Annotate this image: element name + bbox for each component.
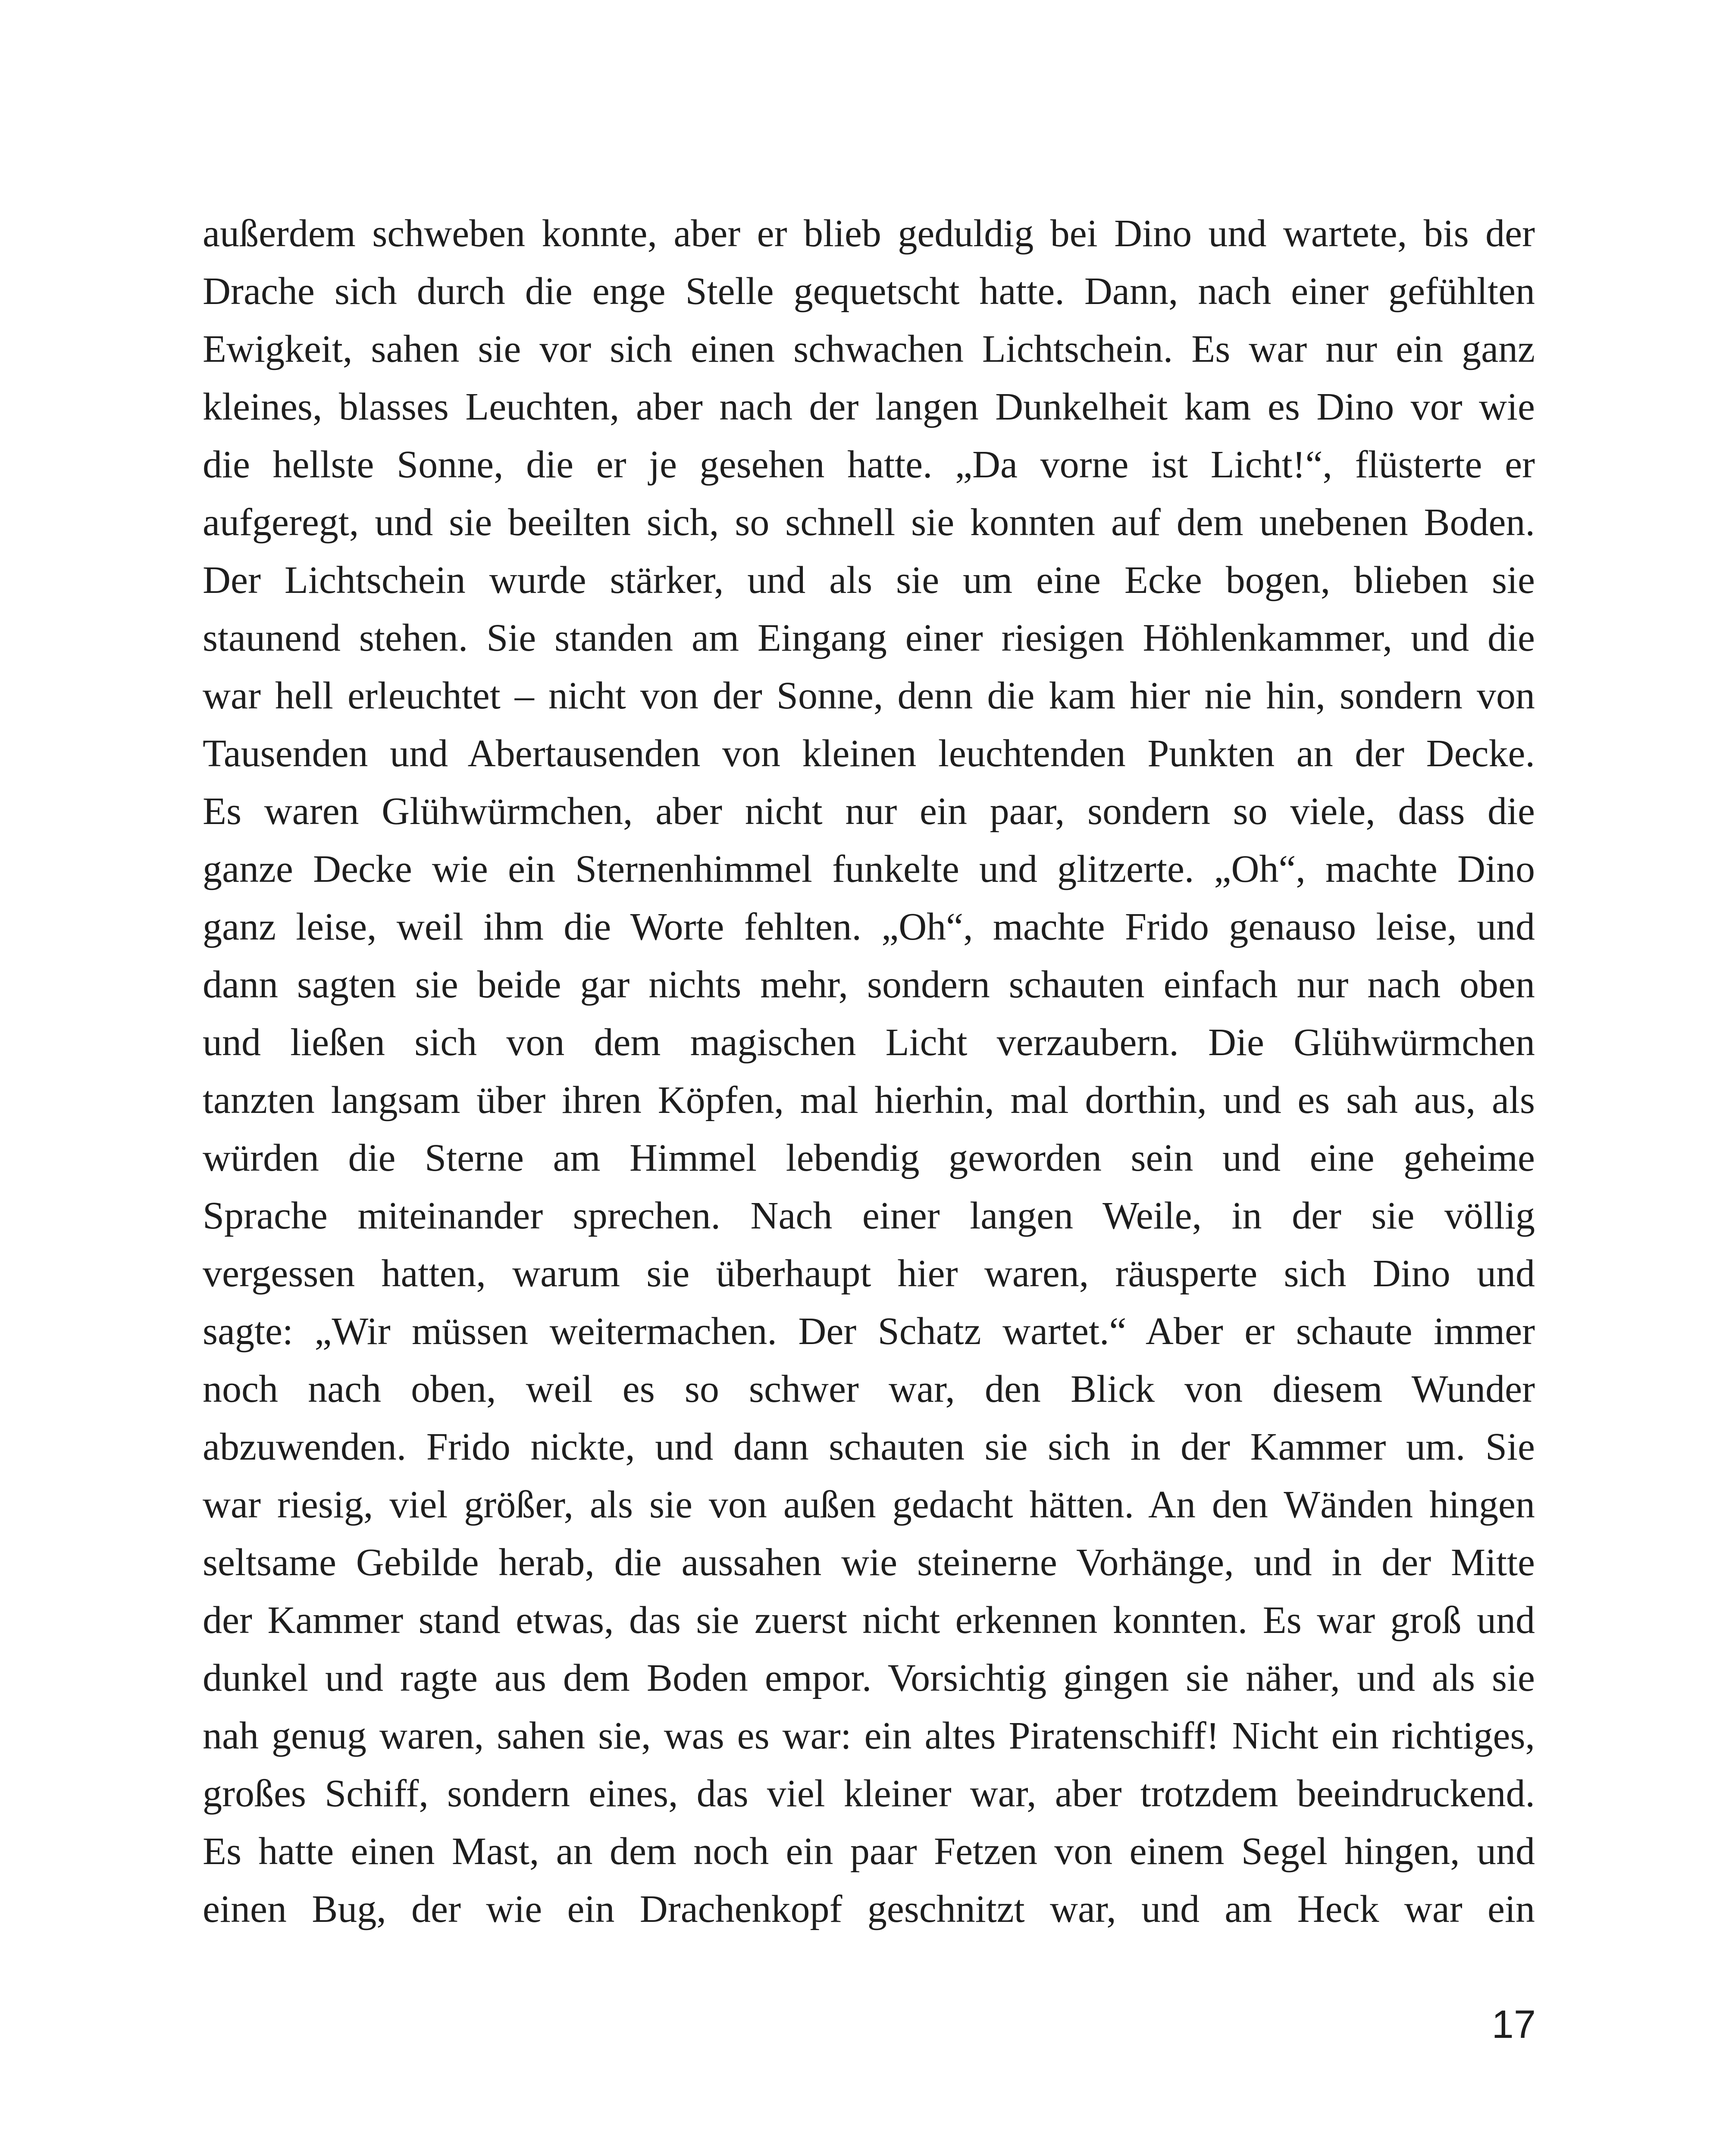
body-text	[203, 205, 1535, 1938]
text-line: war hell erleuchtet – nicht von der Sonne, denn die kam hier nie hin, sondern von	[203, 674, 1535, 717]
text-line: war riesig, viel größer, als sie von außen gedacht hätten. An den Wänden hingen	[203, 1483, 1535, 1526]
text-line: die hellste Sonne, die er je gesehen hatte. „Da vorne ist Licht!“, flüsterte er	[203, 443, 1535, 486]
text-line: einen Bug, der wie ein Drachenkopf geschnitzt war, und am Heck war ein	[203, 1888, 1535, 1930]
text-line: und ließen sich von dem magischen Licht verzaubern. Die Glühwürmchen	[203, 1021, 1535, 1064]
text-line: Tausenden und Abertausenden von kleinen leuchtenden Punkten an der Decke.	[203, 732, 1535, 775]
text-line: Es waren Glühwürmchen, aber nicht nur ein paar, sondern so viele, dass die	[203, 790, 1535, 833]
text-line: großes Schiff, sondern eines, das viel kleiner war, aber trotzdem beeindruckend.	[203, 1772, 1535, 1815]
text-line: Der Lichtschein wurde stärker, und als sie um eine Ecke bogen, blieben sie	[203, 559, 1535, 602]
text-line: aufgeregt, und sie beeilten sich, so schnell sie konnten auf dem unebenen Boden.	[203, 501, 1535, 544]
text-line: dunkel und ragte aus dem Boden empor. Vorsichtig gingen sie näher, und als sie	[203, 1657, 1535, 1699]
text-line: ganz leise, weil ihm die Worte fehlten. „Oh“, machte Frido genauso leise, und	[203, 906, 1535, 948]
text-line: Sprache miteinander sprechen. Nach einer langen Weile, in der sie völlig	[203, 1194, 1535, 1237]
text-line: sagte: „Wir müssen weitermachen. Der Schatz wartet.“ Aber er schaute immer	[203, 1310, 1535, 1353]
text-line: kleines, blasses Leuchten, aber nach der langen Dunkelheit kam es Dino vor wie	[203, 385, 1535, 428]
text-line: Es hatte einen Mast, an dem noch ein paar Fetzen von einem Segel hingen, und	[203, 1830, 1535, 1873]
text-line: vergessen hatten, warum sie überhaupt hier waren, räusperte sich Dino und	[203, 1252, 1535, 1295]
text-line: nah genug waren, sahen sie, was es war: ein altes Piratenschiff! Nicht ein richtiges,	[203, 1714, 1535, 1757]
text-line: dann sagten sie beide gar nichts mehr, sondern schauten einfach nur nach oben	[203, 963, 1535, 1006]
text-line: Drache sich durch die enge Stelle gequetscht hatte. Dann, nach einer gefühlten	[203, 270, 1535, 313]
text-line: ganze Decke wie ein Sternenhimmel funkelte und glitzerte. „Oh“, machte Dino	[203, 848, 1535, 890]
text-line: Ewigkeit, sahen sie vor sich einen schwachen Lichtschein. Es war nur ein ganz	[203, 328, 1535, 370]
text-line: noch nach oben, weil es so schwer war, den Blick von diesem Wunder	[203, 1368, 1535, 1410]
text-line: seltsame Gebilde herab, die aussahen wie steinerne Vorhänge, und in der Mitte	[203, 1541, 1535, 1584]
text-line: würden die Sterne am Himmel lebendig geworden sein und eine geheime	[203, 1137, 1535, 1179]
page-number: 17	[1491, 2002, 1536, 2046]
text-line: abzuwenden. Frido nickte, und dann schauten sie sich in der Kammer um. Sie	[203, 1426, 1535, 1468]
text-line: staunend stehen. Sie standen am Eingang einer riesigen Höhlenkammer, und die	[203, 617, 1535, 659]
text-line: der Kammer stand etwas, das sie zuerst nicht erkennen konnten. Es war groß und	[203, 1599, 1535, 1642]
text-line: tanzten langsam über ihren Köpfen, mal hierhin, mal dorthin, und es sah aus, als	[203, 1079, 1535, 1122]
text-line: außerdem schweben konnte, aber er blieb geduldig bei Dino und wartete, bis der	[203, 212, 1535, 255]
